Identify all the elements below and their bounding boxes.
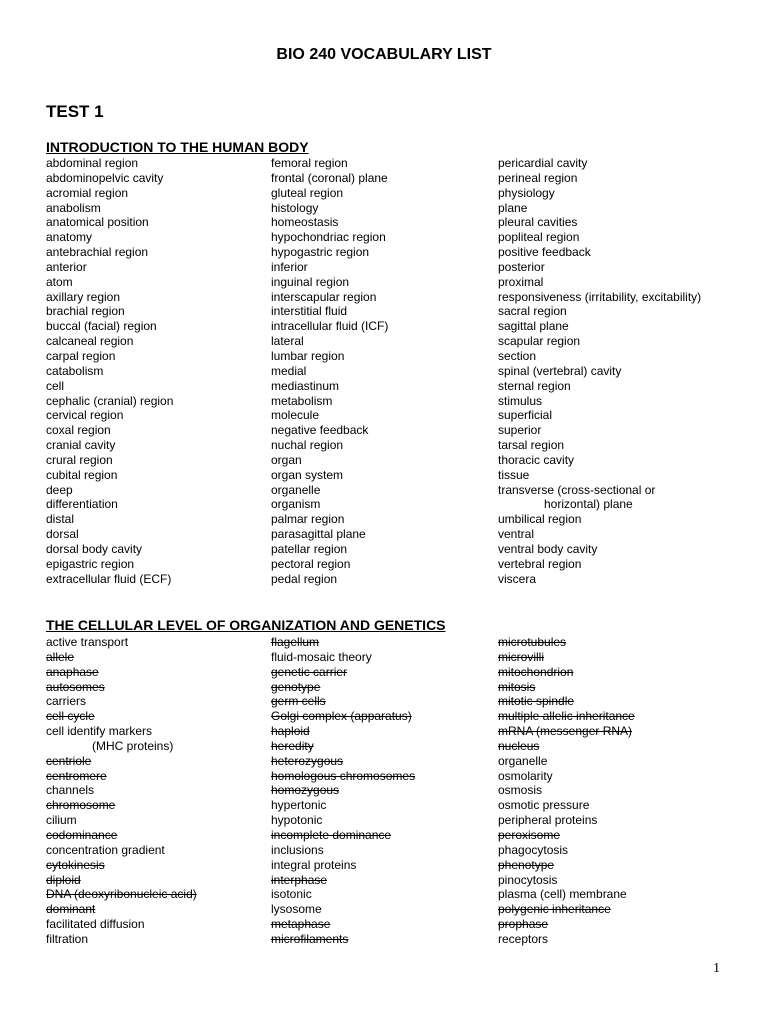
vocab-term: microfilaments (271, 931, 349, 946)
vocab-term: antebrachial region (46, 245, 149, 260)
vocab-term: osmolarity (498, 768, 553, 783)
vocab-term: centriole (46, 753, 92, 768)
intro-column-1 (46, 156, 173, 586)
vocab-term: responsiveness (irritability, excitability) (498, 289, 702, 304)
vocab-term: nuchal region (271, 438, 344, 453)
vocab-term: hypertonic (271, 798, 327, 813)
vocab-term: perineal region (498, 170, 578, 185)
vocab-term: cytokinesis (46, 857, 105, 872)
vocab-term: transverse (cross-sectional or (498, 482, 656, 497)
vocab-term: abdominopelvic cavity (46, 170, 164, 185)
vocab-term: mitotic spindle (498, 694, 575, 709)
vocab-term: receptors (498, 931, 549, 946)
vocab-term: proximal (498, 274, 544, 289)
vocab-term: homeostasis (271, 215, 339, 230)
vocab-term: pericardial cavity (498, 156, 588, 170)
vocab-term: distal (46, 512, 75, 527)
vocab-term: hypotonic (271, 813, 323, 828)
vocab-term: lumbar region (271, 348, 345, 363)
vocab-term: channels (46, 783, 95, 798)
vocab-term: parasagittal plane (271, 527, 366, 542)
vocab-term: organism (271, 497, 321, 512)
vocab-term: physiology (498, 185, 555, 200)
vocab-term: anaphase (46, 664, 99, 679)
vocab-term: atom (46, 274, 73, 289)
intro-column-3 (498, 156, 701, 586)
vocab-term: interscapular region (271, 289, 377, 304)
page-number: 1 (713, 961, 720, 976)
vocab-term: inguinal region (271, 274, 350, 289)
vocab-term: lysosome (271, 902, 322, 917)
vocab-term: genetic carrier (271, 664, 348, 679)
vocab-term: haploid (271, 724, 310, 739)
vocab-term: hypogastric region (271, 245, 370, 260)
vocab-term: coxal region (46, 423, 111, 438)
vocab-term: mediastinum (271, 378, 340, 393)
vocab-term: germ cells (271, 694, 326, 709)
vocab-term: calcaneal region (46, 334, 134, 349)
vocab-term: metaphase (271, 917, 331, 932)
vocab-term: anterior (46, 259, 87, 274)
vocab-term: pleural cavities (498, 215, 578, 230)
document-title: BIO 240 VOCABULARY LIST (276, 46, 492, 63)
vocab-term: anatomical position (46, 215, 149, 230)
vocab-term: interstitial fluid (271, 304, 348, 319)
vocab-term: histology (271, 200, 319, 215)
cellular-column-3 (498, 635, 635, 947)
vocab-term: section (498, 348, 537, 363)
vocab-term: osmosis (498, 783, 543, 798)
vocab-term: sacral region (498, 304, 567, 319)
vocab-term: deep (46, 482, 73, 497)
vocab-term: acromial region (46, 185, 129, 200)
vocab-term: intracellular fluid (ICF) (271, 319, 389, 334)
vocab-term: catabolism (46, 363, 104, 378)
vocab-term: incomplete dominance (271, 827, 392, 842)
vocab-term: peroxisome (498, 827, 561, 842)
vocab-term: microtubules (498, 635, 567, 649)
vocab-term: horizontal) plane (544, 497, 633, 512)
vocab-term: popliteal region (498, 230, 580, 245)
vocab-term: nucleus (498, 738, 540, 753)
vocab-term: fluid-mosaic theory (271, 649, 372, 664)
vocab-term: mitochondrion (498, 664, 574, 679)
vocab-term: autosomes (46, 679, 105, 694)
vocab-term: inclusions (271, 842, 324, 857)
vocab-term: codominance (46, 827, 118, 842)
vocab-term: scapular region (498, 334, 581, 349)
vocab-term: sagittal plane (498, 319, 569, 334)
vocab-term: (MHC proteins) (92, 738, 174, 753)
vocab-term: facilitated diffusion (46, 917, 145, 932)
vocab-term: crural region (46, 452, 113, 467)
vocab-term: cervical region (46, 408, 124, 423)
vocab-term: superior (498, 423, 542, 438)
vocab-term: umbilical region (498, 512, 582, 527)
vocab-term: positive feedback (498, 245, 591, 260)
vocab-term: ventral (498, 527, 535, 542)
vocab-term: hypochondriac region (271, 230, 386, 245)
vocab-term: cell (46, 378, 65, 393)
intro-column-2 (271, 156, 388, 586)
vocab-term: abdominal region (46, 156, 139, 170)
vocab-term: active transport (46, 635, 129, 649)
vocab-term: interphase (271, 872, 328, 887)
vocab-term: mRNA (messenger RNA) (498, 724, 633, 739)
vocab-term: anabolism (46, 200, 101, 215)
vocab-term: polygenic inheritance (498, 902, 611, 917)
vocab-term: lateral (271, 334, 304, 349)
test-label: TEST 1 (46, 102, 104, 121)
vocab-term: frontal (coronal) plane (271, 170, 388, 185)
vocab-term: gluteal region (271, 185, 344, 200)
vocab-term: differentiation (46, 497, 118, 512)
vocab-term: spinal (vertebral) cavity (498, 363, 622, 378)
vocab-term: cranial cavity (46, 438, 116, 453)
cellular-column-1 (46, 635, 197, 947)
vocab-term: plasma (cell) membrane (498, 887, 627, 902)
vocab-term: buccal (facial) region (46, 319, 157, 334)
vocab-term: molecule (271, 408, 320, 423)
vocab-term: organ (271, 452, 302, 467)
vocab-term: cilium (46, 813, 77, 828)
vocab-term: stimulus (498, 393, 543, 408)
vocab-term: cubital region (46, 467, 118, 482)
vocab-term: plane (498, 200, 528, 215)
vocab-term: integral proteins (271, 857, 357, 872)
vocab-term: carpal region (46, 348, 116, 363)
vocab-term: organ system (271, 467, 344, 482)
vocab-term: anatomy (46, 230, 93, 245)
vocab-term: cell cycle (46, 709, 95, 724)
vocab-term: homozygous (271, 783, 340, 798)
vocab-term: viscera (498, 571, 537, 586)
vocab-term: filtration (46, 931, 89, 946)
vocab-term: osmotic pressure (498, 798, 590, 813)
vocab-term: phagocytosis (498, 842, 569, 857)
vocab-term: thoracic cavity (498, 452, 575, 467)
vocab-term: axillary region (46, 289, 121, 304)
vocab-term: diploid (46, 872, 81, 887)
vocab-term: carriers (46, 694, 87, 709)
vocab-term: isotonic (271, 887, 312, 902)
vocab-term: phenotype (498, 857, 555, 872)
vocab-term: concentration gradient (46, 842, 165, 857)
vocab-term: posterior (498, 259, 545, 274)
vocab-term: tissue (498, 467, 530, 482)
vocab-term: negative feedback (271, 423, 369, 438)
vocab-term: cell identify markers (46, 724, 153, 739)
vocab-term: superficial (498, 408, 553, 423)
vocab-term: centromere (46, 768, 107, 783)
vocab-term: tarsal region (498, 438, 565, 453)
section-heading-cellular: THE CELLULAR LEVEL OF ORGANIZATION AND GENETICS (46, 617, 446, 633)
vocab-term: mitosis (498, 679, 536, 694)
vocab-term: prophase (498, 917, 549, 932)
vocab-term: flagellum (271, 635, 320, 649)
vocab-term: metabolism (271, 393, 333, 408)
vocab-term: heredity (271, 738, 314, 753)
vocab-term: multiple allelic inheritance (498, 709, 635, 724)
vocab-term: inferior (271, 259, 308, 274)
vocab-term: pinocytosis (498, 872, 558, 887)
vocab-term: vertebral region (498, 556, 582, 571)
vocab-term: genotype (271, 679, 321, 694)
vocab-term: organelle (271, 482, 321, 497)
vocab-term: heterozygous (271, 753, 344, 768)
vocab-term: patellar region (271, 541, 348, 556)
vocab-term: Golgi complex (apparatus) (271, 709, 412, 724)
vocab-term: dorsal (46, 527, 79, 542)
vocab-term: pectoral region (271, 556, 351, 571)
vocab-term: dominant (46, 902, 96, 917)
vocab-term: allele (46, 649, 75, 664)
vocab-term: DNA (deoxyribonucleic acid) (46, 887, 197, 902)
vocab-term: dorsal body cavity (46, 541, 143, 556)
vocab-term: extracellular fluid (ECF) (46, 571, 172, 586)
vocab-term: brachial region (46, 304, 125, 319)
section-heading-intro: INTRODUCTION TO THE HUMAN BODY (46, 139, 309, 155)
vocab-term: homologous chromosomes (271, 768, 416, 783)
vocab-term: microvilli (498, 649, 544, 664)
vocab-term: palmar region (271, 512, 345, 527)
vocab-term: pedal region (271, 571, 338, 586)
vocab-term: ventral body cavity (498, 541, 598, 556)
vocab-term: peripheral proteins (498, 813, 598, 828)
vocab-term: sternal region (498, 378, 571, 393)
vocab-term: organelle (498, 753, 548, 768)
vocab-term: medial (271, 363, 307, 378)
vocab-term: cephalic (cranial) region (46, 393, 174, 408)
cellular-column-2 (271, 635, 415, 947)
vocab-term: epigastric region (46, 556, 135, 571)
vocab-term: femoral region (271, 156, 348, 170)
vocab-term: chromosome (46, 798, 116, 813)
